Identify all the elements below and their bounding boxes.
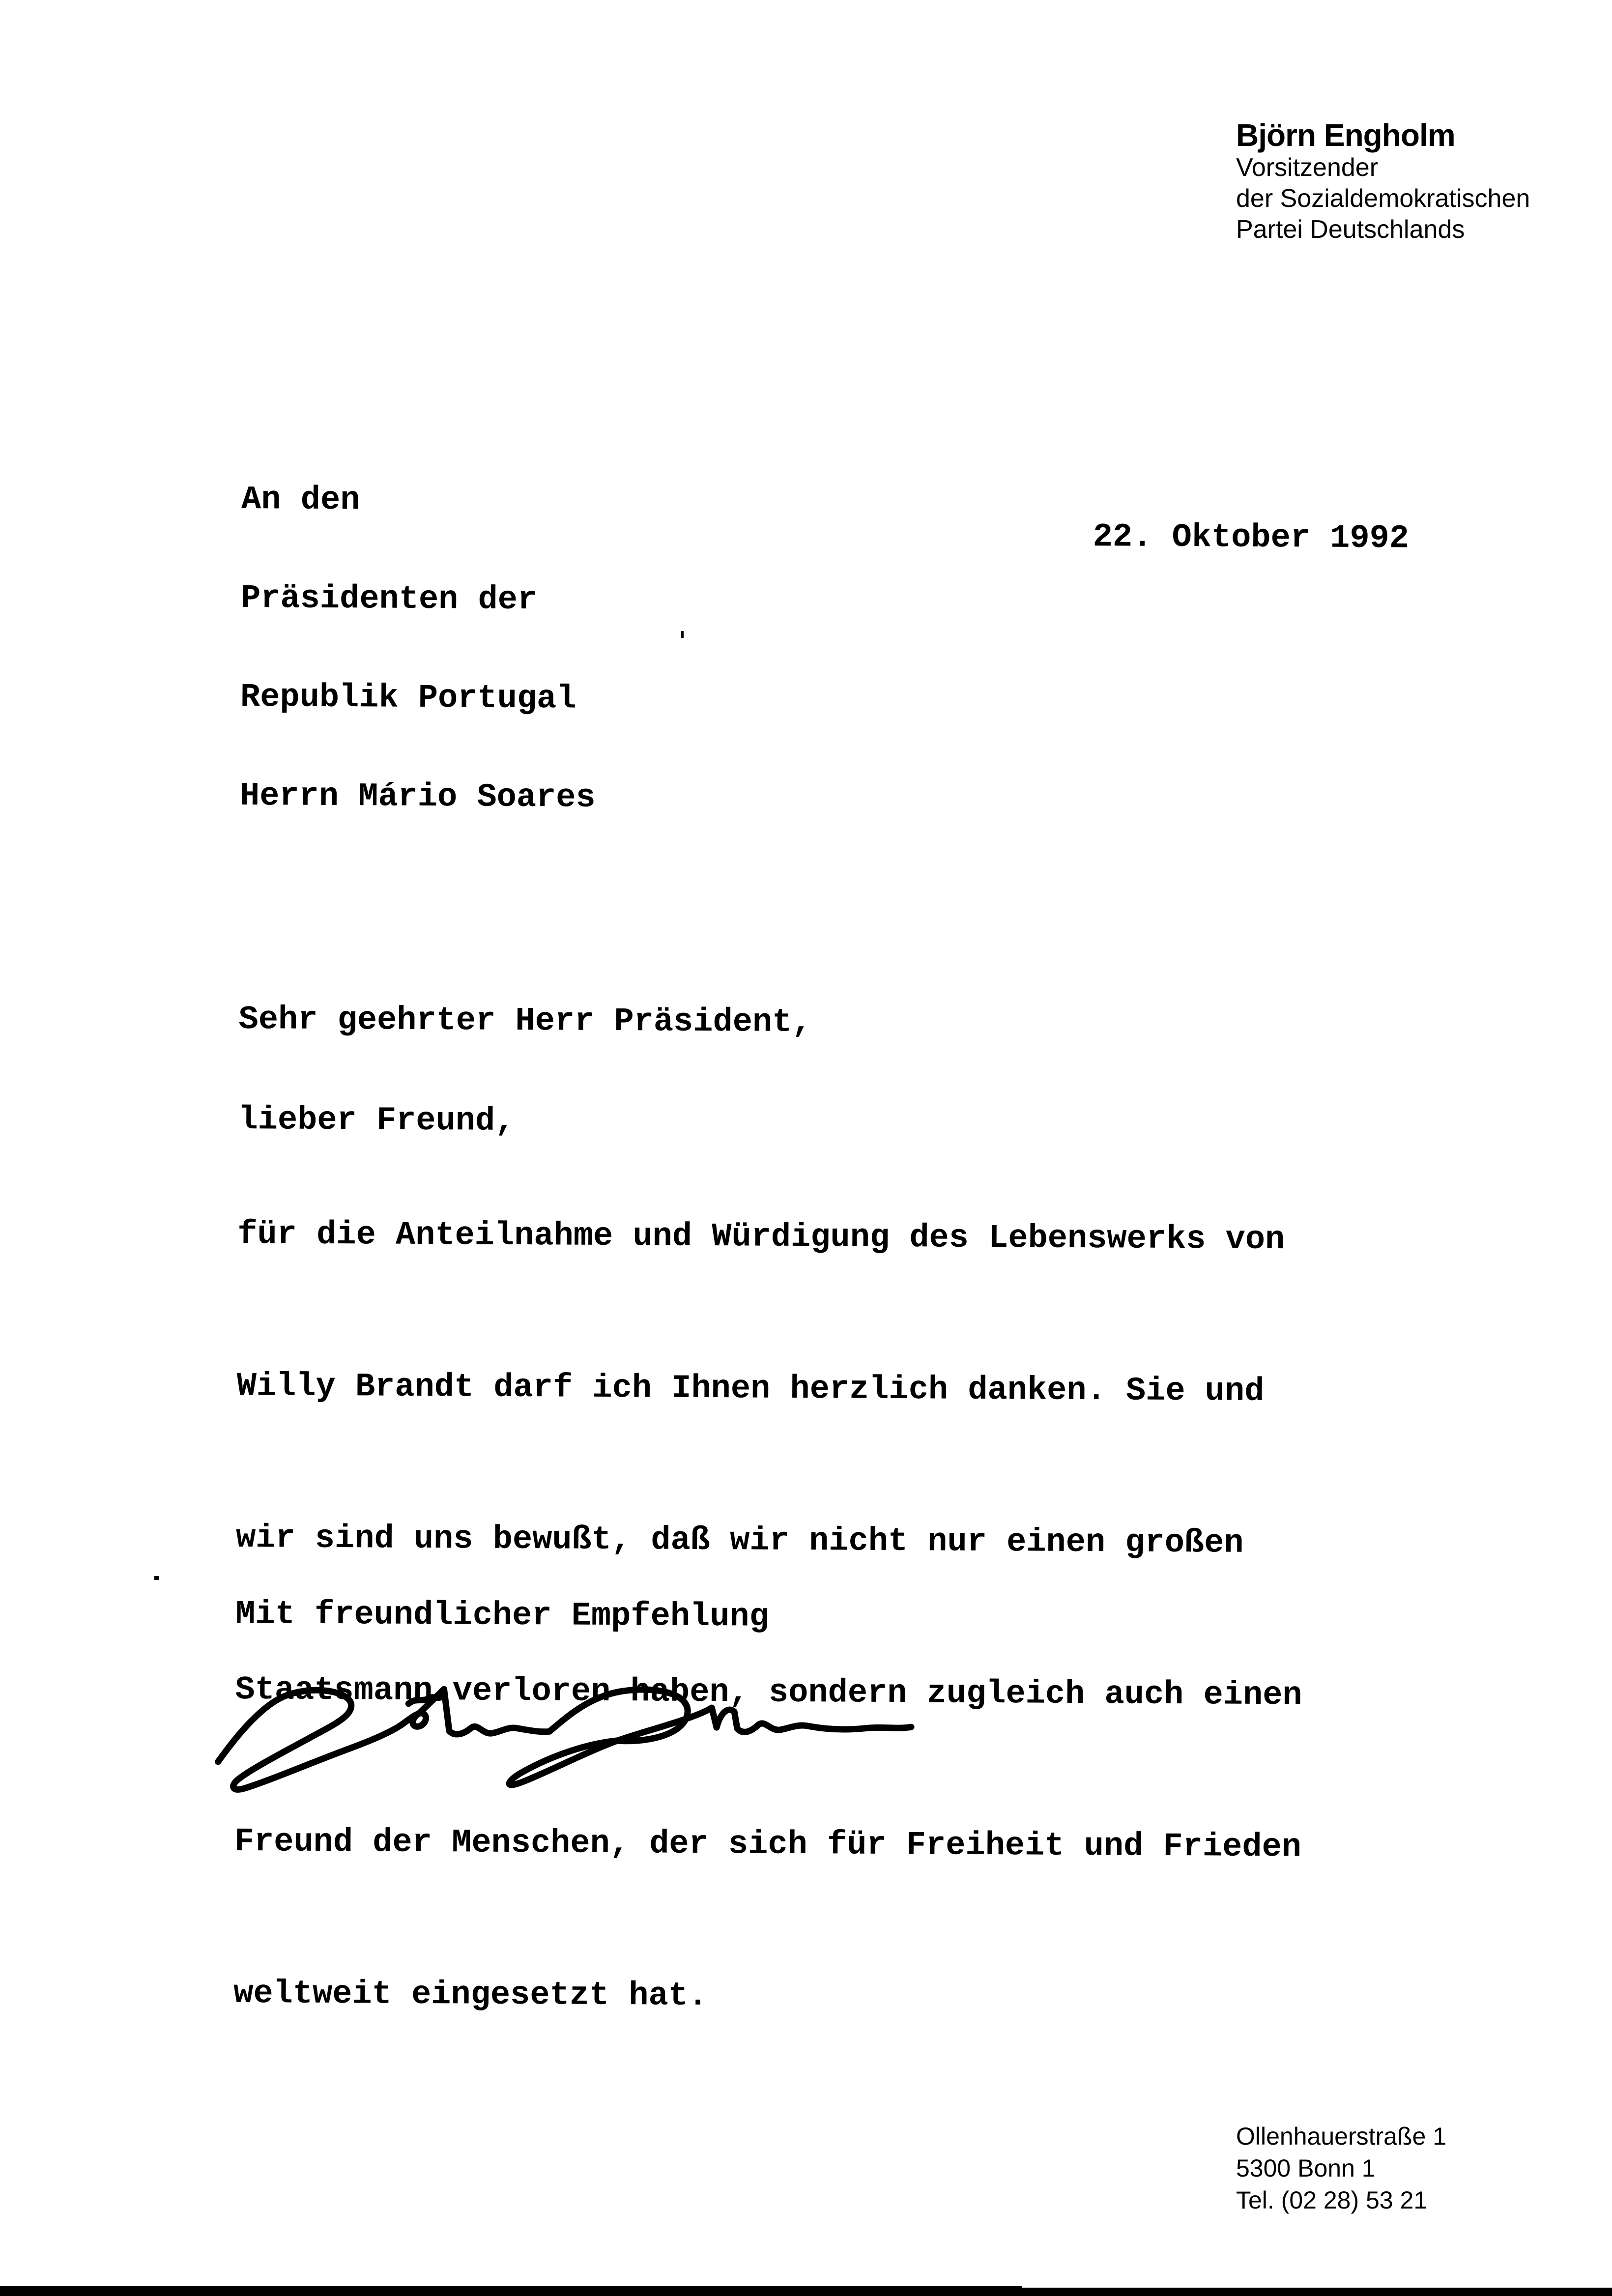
signature-umlaut-stroke: [408, 1696, 442, 1704]
letterhead-role-line: Partei Deutschlands: [1236, 215, 1465, 244]
body-line: für die Anteilnahme und Würdigung des Lebenswerks von: [237, 1215, 1285, 1259]
body-line: weltweit eingesetzt hat.: [233, 1975, 708, 2015]
letterhead-role-line: der Sozialdemokratischen: [1236, 184, 1530, 213]
recipient-line: Präsidenten der: [240, 580, 538, 619]
recipient-line: Republik Portugal: [240, 679, 576, 718]
body-line: Willy Brandt darf ich Ihnen herzlich danken. Sie und: [236, 1367, 1265, 1410]
scan-edge-bar: [0, 2288, 1612, 2296]
footer-address: [1236, 2121, 1446, 2216]
scan-speck: [154, 1576, 159, 1580]
recipient-line: Herrn Mário Soares: [239, 777, 596, 817]
footer-line: Ollenhauerstraße 1: [1236, 2123, 1447, 2150]
letterhead-name: Björn Engholm: [1236, 117, 1455, 153]
body-line: Freund der Menschen, der sich für Freiheit und Frieden: [234, 1823, 1302, 1866]
letter-date: 22. Oktober 1992: [1093, 518, 1410, 558]
body-line: Staatsmann verloren haben, sondern zugleich auch einen: [235, 1671, 1302, 1715]
signature-stroke: [218, 1688, 911, 1793]
closing-line: Mit freundlicher Empfehlung: [235, 1595, 770, 1636]
salutation-line: lieber Freund,: [238, 1101, 515, 1140]
scan-speck: [681, 631, 684, 638]
footer-line: Tel. (02 28) 53 21: [1236, 2186, 1428, 2214]
letterhead-role-line: Vorsitzender: [1236, 153, 1379, 182]
recipient-address: [239, 418, 598, 881]
body-line: wir sind uns bewußt, daß wir nicht nur einen großen: [235, 1519, 1244, 1562]
salutation-line: Sehr geehrter Herr Präsident,: [238, 1001, 812, 1042]
footer-line: 5300 Bonn 1: [1236, 2154, 1376, 2182]
signature-scrawl: [199, 1661, 937, 1871]
recipient-line: An den: [241, 481, 360, 519]
